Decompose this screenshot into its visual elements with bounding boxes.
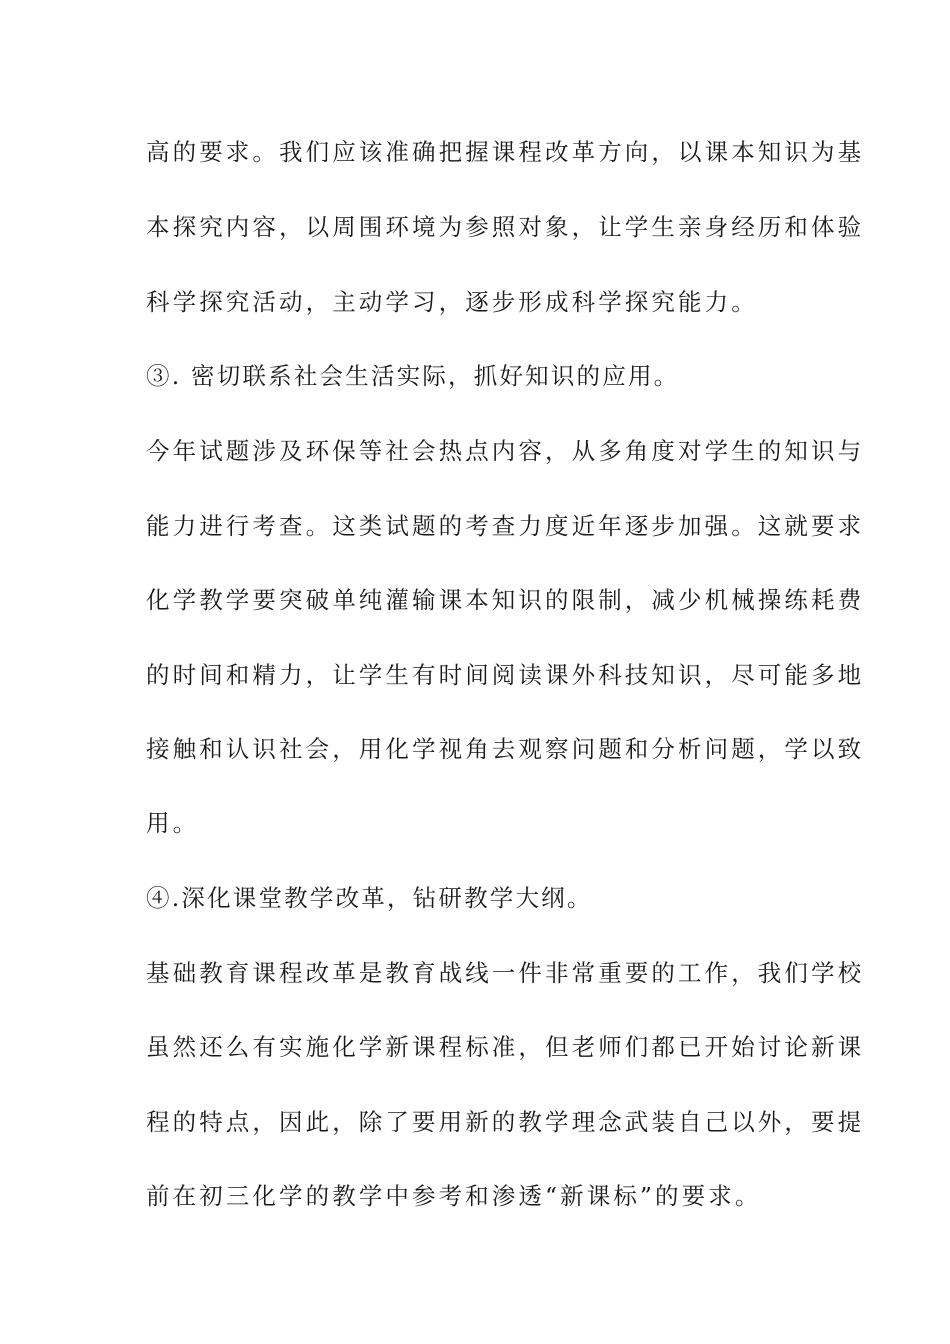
body-text-line: 接触和认识社会，用化学视角去观察问题和分析问题，学以致 — [146, 735, 865, 763]
body-text-line: 虽然还么有实施化学新课程标准，但老师们都已开始讨论新课 — [146, 1033, 865, 1061]
section-heading-3: ③. 密切联系社会生活实际，抓好知识的应用。 — [146, 362, 680, 390]
body-text-line: 的时间和精力，让学生有时间阅读课外科技知识，尽可能多地 — [146, 661, 865, 689]
body-text-line: 科学探究活动，主动学习，逐步形成科学探究能力。 — [146, 288, 758, 316]
body-text-line: 化学教学要突破单纯灌输课本知识的限制，减少机械操练耗费 — [146, 586, 865, 614]
body-text-line: 程的特点，因此，除了要用新的教学理念武装自己以外，要提 — [146, 1108, 865, 1136]
body-text-line: 基础教育课程改革是教育战线一件非常重要的工作，我们学校 — [146, 959, 865, 987]
body-text-line: 用。 — [146, 809, 200, 837]
body-text-line: 能力进行考查。这类试题的考查力度近年逐步加强。这就要求 — [146, 512, 865, 540]
body-text-line: 本探究内容，以周围环境为参照对象，让学生亲身经历和体验 — [146, 213, 865, 241]
body-text-line: 高的要求。我们应该准确把握课程改革方向，以课本知识为基 — [146, 138, 865, 166]
section-heading-4: ④.深化课堂教学改革，钻研教学大纲。 — [146, 884, 593, 912]
body-text-line: 今年试题涉及环保等社会热点内容，从多角度对学生的知识与 — [146, 437, 865, 465]
body-text-line: 前在初三化学的教学中参考和渗透“新课标”的要求。 — [146, 1182, 762, 1210]
